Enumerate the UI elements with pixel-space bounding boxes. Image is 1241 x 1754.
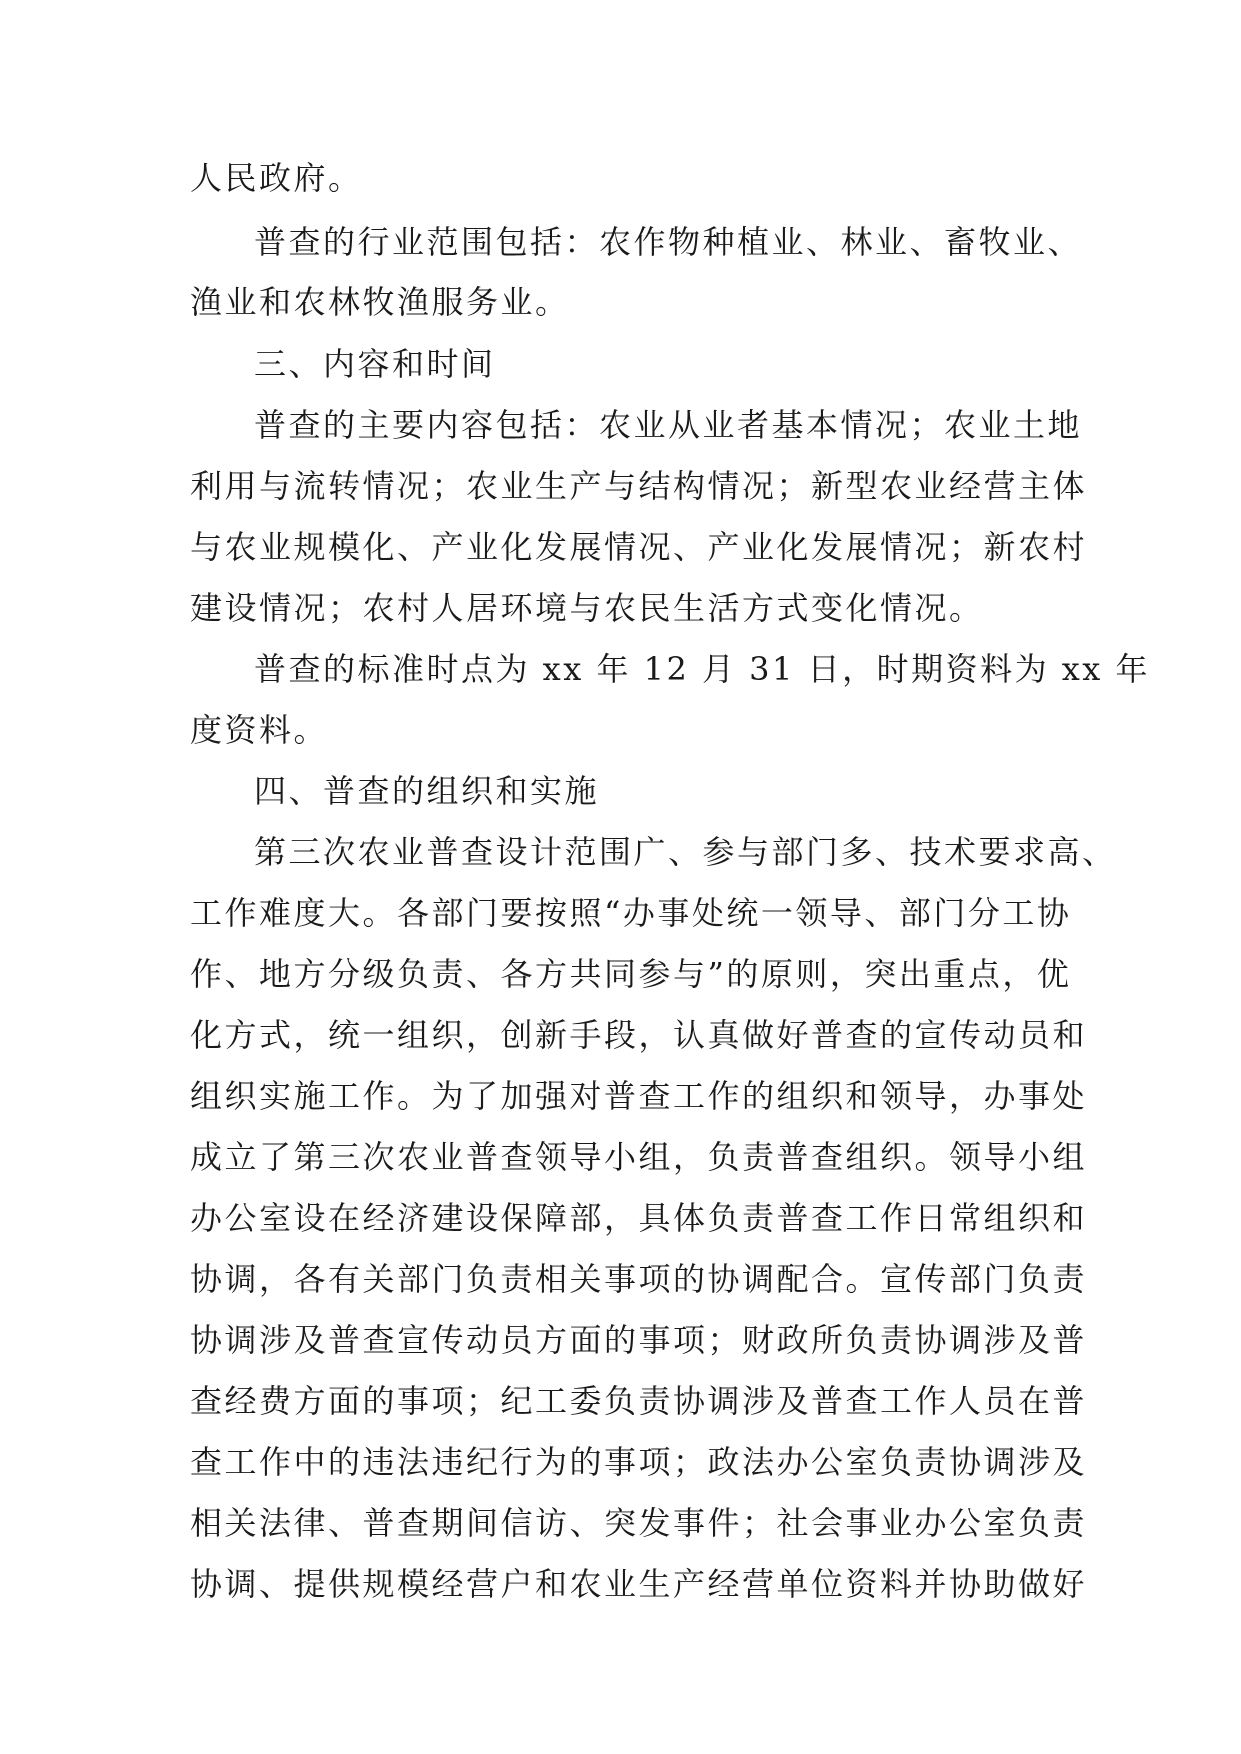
text-line: 人民政府。	[190, 159, 363, 197]
text-line: 组织实施工作。为了加强对普查工作的组织和领导，办事处	[190, 1077, 1088, 1115]
text-line: 建设情况；农村人居环境与农民生活方式变化情况。	[190, 589, 984, 627]
text-line: 利用与流转情况；农业生产与结构情况；新型农业经营主体	[190, 467, 1088, 505]
text-line: 协调、提供规模经营户和农业生产经营单位资料并协助做好	[190, 1565, 1088, 1603]
text-line: 成立了第三次农业普查领导小组，负责普查组织。领导小组	[190, 1138, 1088, 1176]
text-line: 查经费方面的事项；纪工委负责协调涉及普查工作人员在普	[190, 1382, 1088, 1420]
text-line: 普查的主要内容包括：农业从业者基本情况；农业土地	[254, 406, 1083, 444]
text-line: 与农业规模化、产业化发展情况、产业化发展情况；新农村	[190, 528, 1088, 566]
text-line: 普查的行业范围包括：农作物种植业、林业、畜牧业、	[254, 223, 1083, 261]
text-line: 协调，各有关部门负责相关事项的协调配合。宣传部门负责	[190, 1260, 1088, 1298]
text-line: 查工作中的违法违纪行为的事项；政法办公室负责协调涉及	[190, 1443, 1088, 1481]
section-heading: 四、普查的组织和实施	[254, 772, 600, 810]
text-line: 作、地方分级负责、各方共同参与”的原则，突出重点，优	[190, 955, 1072, 993]
text-line: 第三次农业普查设计范围广、参与部门多、技术要求高、	[254, 833, 1117, 871]
text-line: 相关法律、普查期间信访、突发事件；社会事业办公室负责	[190, 1504, 1088, 1542]
text-line: 普查的标准时点为 xx 年 12 月 31 日，时期资料为 xx 年	[254, 650, 1151, 688]
text-line: 渔业和农林牧渔服务业。	[190, 283, 570, 321]
section-heading: 三、内容和时间	[254, 345, 496, 383]
text-line: 度资料。	[190, 711, 329, 749]
text-line: 协调涉及普查宣传动员方面的事项；财政所负责协调涉及普	[190, 1321, 1088, 1359]
text-line: 办公室设在经济建设保障部，具体负责普查工作日常组织和	[190, 1199, 1088, 1237]
text-line: 工作难度大。各部门要按照“办事处统一领导、部门分工协	[190, 894, 1072, 932]
text-line: 化方式，统一组织，创新手段，认真做好普查的宣传动员和	[190, 1016, 1088, 1054]
